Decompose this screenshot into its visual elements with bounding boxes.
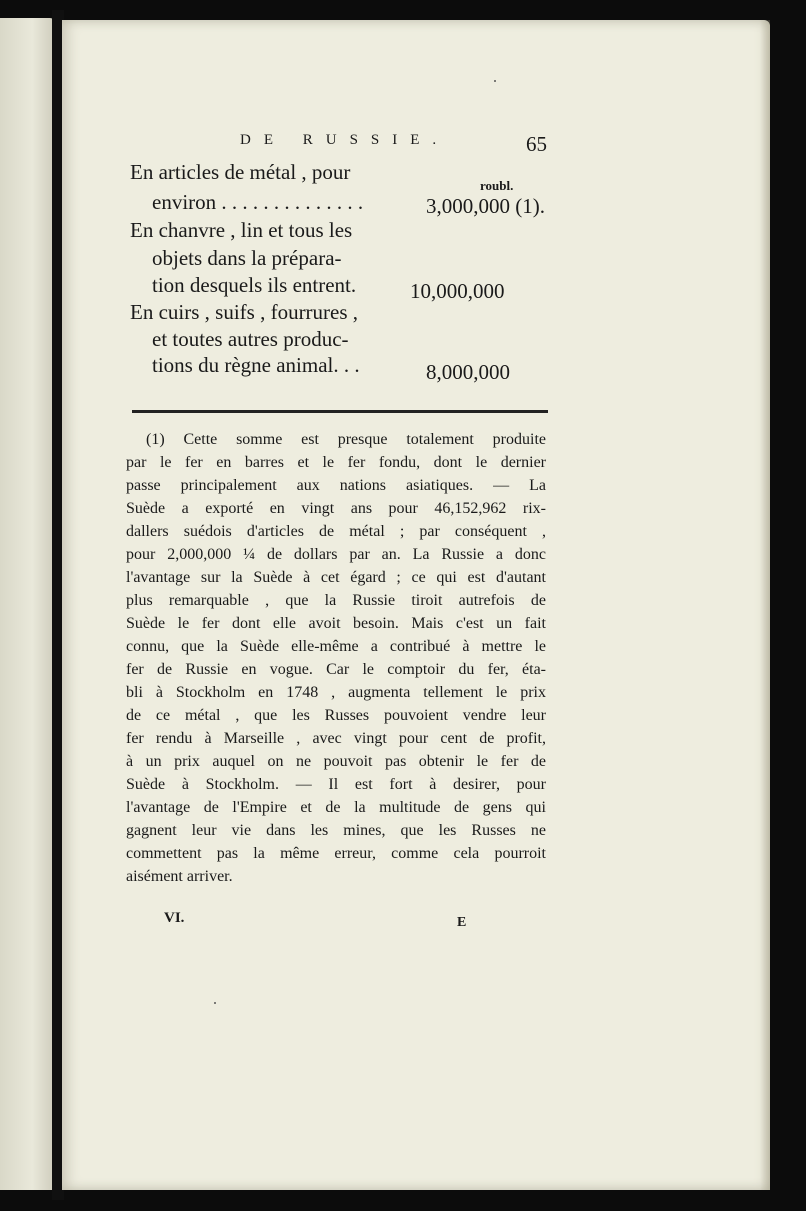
footnote-line: l'avantage sur la Suède à cet égard ; ce qui est d'autant bbox=[126, 569, 546, 586]
unit-label: roubl. bbox=[480, 178, 514, 193]
footnote-line: fer rendu à Marseille , avec vingt pour cent de profit, bbox=[126, 730, 546, 747]
footnote-line: gagnent leur vie dans les mines, que les Russes ne bbox=[126, 822, 546, 839]
paper-speck bbox=[214, 1002, 216, 1004]
footnote-line: connu, que la Suède elle-même a contribué à mettre le bbox=[126, 638, 546, 655]
catchword: E bbox=[457, 915, 467, 930]
footnote-line: pour 2,000,000 ¼ de dollars par an. La Russie a donc bbox=[126, 546, 546, 563]
entry-line: tions du règne animal. . . bbox=[152, 353, 360, 377]
footnote-line: dallers suédois d'articles de métal ; par conséquent , bbox=[126, 523, 546, 540]
footnote-line: aisément arriver. bbox=[126, 868, 233, 885]
entry-line: En articles de métal , pour bbox=[130, 160, 351, 184]
facing-page-edge bbox=[0, 18, 54, 1190]
footnote-line: commettent pas la même erreur, comme cela pourroit bbox=[126, 845, 546, 862]
footnote-line: fer de Russie en vogue. Car le comptoir du fer, éta- bbox=[126, 661, 546, 678]
entry-amount: 8,000,000 bbox=[426, 360, 510, 384]
entry-line: environ . . . . . . . . . . . . . . bbox=[152, 190, 364, 214]
footnote-line: passe principalement aux nations asiatiques. — La bbox=[126, 477, 546, 494]
page-number: 65 bbox=[526, 132, 547, 156]
entry-line: et toutes autres produc- bbox=[152, 327, 349, 351]
entry-amount: 10,000,000 bbox=[410, 279, 505, 303]
footnote-line: à un prix auquel on ne pouvoit pas obtenir le fer de bbox=[126, 753, 546, 770]
book-page bbox=[62, 20, 770, 1190]
running-head: DE RUSSIE. bbox=[240, 132, 450, 148]
footnote-line: Suède le fer dont elle avoit besoin. Mais c'est un fait bbox=[126, 615, 546, 632]
entry-line: En chanvre , lin et tous les bbox=[130, 218, 353, 242]
footnote-rule bbox=[132, 410, 548, 413]
footnote-line: par le fer en barres et le fer fondu, dont le dernier bbox=[126, 454, 546, 471]
entry-line: tion desquels ils entrent. bbox=[152, 273, 357, 297]
footnote-line: bli à Stockholm en 1748 , augmenta tellement le prix bbox=[126, 684, 546, 701]
signature-mark: VI. bbox=[164, 910, 185, 926]
footnote-line: l'avantage de l'Empire et de la multitude de gens qui bbox=[126, 799, 546, 816]
entry-line: objets dans la prépara- bbox=[152, 246, 342, 270]
footnote-line: Suède à Stockholm. — Il est fort à desirer, pour bbox=[126, 776, 546, 793]
page-edge-shadow bbox=[760, 20, 770, 1190]
entry-amount: 3,000,000 (1). bbox=[426, 194, 545, 218]
paper-speck bbox=[494, 80, 496, 82]
footnote-line: plus remarquable , que la Russie tiroit autrefois de bbox=[126, 592, 546, 609]
footnote-line: Suède a exporté en vingt ans pour 46,152,962 rix- bbox=[126, 500, 546, 517]
footnote-line: (1) Cette somme est presque totalement produite bbox=[146, 431, 546, 448]
entry-line: En cuirs , suifs , fourrures , bbox=[130, 300, 359, 324]
footnote-line: de ce métal , que les Russes pouvoient vendre leur bbox=[126, 707, 546, 724]
